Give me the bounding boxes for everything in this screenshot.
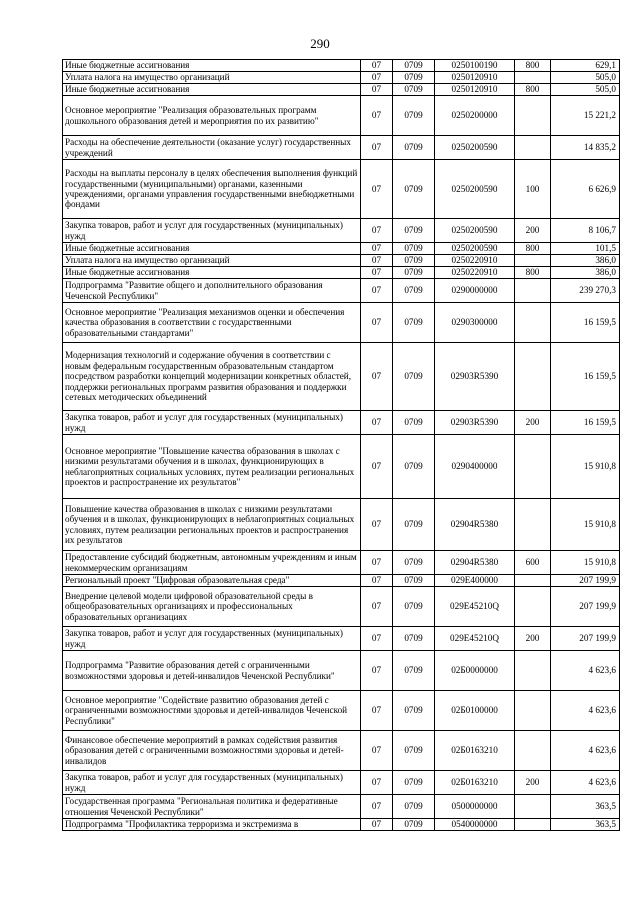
row-expense-type — [515, 343, 551, 411]
row-subsection: 0709 — [393, 795, 435, 819]
row-amount: 4 623,6 — [551, 731, 620, 771]
table-row — [63, 279, 620, 303]
row-name: Закупка товаров, работ и услуг для государственных (муниципальных) нужд — [63, 219, 361, 243]
row-expense-type — [515, 587, 551, 627]
table-row — [63, 343, 620, 411]
table-row — [63, 411, 620, 435]
row-amount: 239 270,3 — [551, 279, 620, 303]
row-name: Закупка товаров, работ и услуг для государственных (муниципальных) нужд — [63, 627, 361, 651]
table-row — [63, 84, 620, 96]
row-subsection: 0709 — [393, 587, 435, 627]
row-name: Иные бюджетные ассигнования — [63, 60, 361, 72]
row-expense-type — [515, 303, 551, 343]
row-section: 07 — [361, 160, 393, 219]
row-amount: 14 835,2 — [551, 136, 620, 160]
row-amount: 207 199,9 — [551, 575, 620, 587]
row-amount: 386,0 — [551, 255, 620, 267]
row-expense-type: 200 — [515, 771, 551, 795]
row-subsection: 0709 — [393, 255, 435, 267]
row-name: Иные бюджетные ассигнования — [63, 84, 361, 96]
row-amount: 15 910,8 — [551, 551, 620, 575]
table-row — [63, 627, 620, 651]
table-row — [63, 651, 620, 691]
row-subsection: 0709 — [393, 499, 435, 551]
table-row — [63, 771, 620, 795]
row-expense-type — [515, 651, 551, 691]
page-number: 290 — [310, 36, 330, 51]
row-expense-type — [515, 795, 551, 819]
row-target-article: 02904R5380 — [435, 551, 515, 575]
row-amount: 629,1 — [551, 60, 620, 72]
row-name: Иные бюджетные ассигнования — [63, 243, 361, 255]
row-amount: 16 159,5 — [551, 411, 620, 435]
row-target-article: 02904R5380 — [435, 499, 515, 551]
row-target-article: 0250120910 — [435, 84, 515, 96]
table-row — [63, 691, 620, 731]
row-name: Расходы на выплаты персоналу в целях обеспечения выполнения функций государственными (муниципальными) органами, казенными учреждениями, органами управления государственными внебюджетными фондами — [63, 160, 361, 219]
table-row — [63, 499, 620, 551]
row-target-article: 029E45210Q — [435, 587, 515, 627]
row-name: Расходы на обеспечение деятельности (оказание услуг) государственных учреждений — [63, 136, 361, 160]
row-name: Подпрограмма "Развитие образования детей с ограниченными возможностями здоровья и детей-инвалидов Чеченской Республики" — [63, 651, 361, 691]
table-row — [63, 96, 620, 136]
row-name: Подпрограмма "Профилактика терроризма и экстремизма в — [63, 819, 361, 831]
row-target-article: 0250220910 — [435, 255, 515, 267]
row-amount: 363,5 — [551, 795, 620, 819]
table-row — [63, 72, 620, 84]
row-amount: 16 159,5 — [551, 303, 620, 343]
row-name: Предоставление субсидий бюджетным, автономным учреждениям и иным некоммерческим организациям — [63, 551, 361, 575]
row-section: 07 — [361, 771, 393, 795]
row-amount: 15 910,8 — [551, 435, 620, 499]
row-name: Подпрограмма "Развитие общего и дополнительного образования Чеченской Республики" — [63, 279, 361, 303]
row-subsection: 0709 — [393, 72, 435, 84]
row-section: 07 — [361, 267, 393, 279]
row-amount: 101,5 — [551, 243, 620, 255]
row-target-article: 0250200590 — [435, 136, 515, 160]
row-name: Закупка товаров, работ и услуг для государственных (муниципальных) нужд — [63, 771, 361, 795]
row-section: 07 — [361, 499, 393, 551]
row-target-article: 02Б0000000 — [435, 651, 515, 691]
row-expense-type — [515, 72, 551, 84]
row-target-article: 029E400000 — [435, 575, 515, 587]
table-row — [63, 60, 620, 72]
row-target-article: 0290000000 — [435, 279, 515, 303]
row-subsection: 0709 — [393, 136, 435, 160]
row-subsection: 0709 — [393, 819, 435, 831]
row-name: Уплата налога на имущество организаций — [63, 255, 361, 267]
row-name: Иные бюджетные ассигнования — [63, 267, 361, 279]
row-section: 07 — [361, 279, 393, 303]
row-name: Основное мероприятие "Содействие развитию образования детей с ограниченными возможностями здоровья и детей-инвалидов Чеченской Республики" — [63, 691, 361, 731]
row-expense-type: 800 — [515, 84, 551, 96]
row-subsection: 0709 — [393, 96, 435, 136]
row-name: Закупка товаров, работ и услуг для государственных (муниципальных) нужд — [63, 411, 361, 435]
row-expense-type — [515, 731, 551, 771]
row-amount: 8 106,7 — [551, 219, 620, 243]
row-expense-type — [515, 499, 551, 551]
row-target-article: 0250100190 — [435, 60, 515, 72]
row-expense-type: 800 — [515, 243, 551, 255]
row-target-article: 029E45210Q — [435, 627, 515, 651]
row-target-article: 0250220910 — [435, 267, 515, 279]
table-row — [63, 136, 620, 160]
row-subsection: 0709 — [393, 627, 435, 651]
row-amount: 15 221,2 — [551, 96, 620, 136]
row-subsection: 0709 — [393, 84, 435, 96]
row-target-article: 0250200590 — [435, 160, 515, 219]
row-section: 07 — [361, 691, 393, 731]
row-name: Финансовое обеспечение мероприятий в рамках содействия развития образования детей с ограниченными возможностями здоровья и детей-инвалидов — [63, 731, 361, 771]
row-amount: 363,5 — [551, 819, 620, 831]
row-subsection: 0709 — [393, 731, 435, 771]
row-expense-type — [515, 691, 551, 731]
row-amount: 207 199,9 — [551, 627, 620, 651]
row-section: 07 — [361, 60, 393, 72]
table-row — [63, 219, 620, 243]
row-subsection: 0709 — [393, 279, 435, 303]
row-expense-type: 200 — [515, 411, 551, 435]
row-expense-type — [515, 96, 551, 136]
row-section: 07 — [361, 551, 393, 575]
row-section: 07 — [361, 731, 393, 771]
row-expense-type: 800 — [515, 60, 551, 72]
table-row — [63, 587, 620, 627]
table-row — [63, 731, 620, 771]
row-subsection: 0709 — [393, 303, 435, 343]
row-section: 07 — [361, 587, 393, 627]
row-expense-type: 200 — [515, 627, 551, 651]
row-name: Внедрение целевой модели цифровой образовательной среды в общеобразовательных организациях и профессиональных образовательных организациях — [63, 587, 361, 627]
row-expense-type: 200 — [515, 219, 551, 243]
row-expense-type — [515, 136, 551, 160]
row-target-article: 0290400000 — [435, 435, 515, 499]
row-name: Повышение качества образования в школах с низкими результатами обучения и в школах, функционирующих в неблагоприятных социальных условиях, путем реализации региональных проектов и распространения их результатов — [63, 499, 361, 551]
row-expense-type — [515, 255, 551, 267]
row-target-article: 0250200590 — [435, 243, 515, 255]
row-target-article: 02903R5390 — [435, 343, 515, 411]
row-section: 07 — [361, 303, 393, 343]
row-name: Основное мероприятие "Повышение качества образования в школах с низкими результатами обучения и в школах, функционирующих в неблагоприятных социальных условиях, путем реализации региональных проектов и распространение их результатов" — [63, 435, 361, 499]
row-subsection: 0709 — [393, 219, 435, 243]
row-subsection: 0709 — [393, 575, 435, 587]
row-section: 07 — [361, 343, 393, 411]
row-amount: 505,0 — [551, 84, 620, 96]
row-target-article: 02Б0163210 — [435, 731, 515, 771]
row-subsection: 0709 — [393, 243, 435, 255]
row-subsection: 0709 — [393, 160, 435, 219]
row-section: 07 — [361, 96, 393, 136]
row-target-article: 02Б0100000 — [435, 691, 515, 731]
row-subsection: 0709 — [393, 771, 435, 795]
row-subsection: 0709 — [393, 267, 435, 279]
row-section: 07 — [361, 575, 393, 587]
row-amount: 4 623,6 — [551, 691, 620, 731]
row-section: 07 — [361, 819, 393, 831]
row-subsection: 0709 — [393, 411, 435, 435]
row-subsection: 0709 — [393, 651, 435, 691]
row-section: 07 — [361, 795, 393, 819]
row-name: Основное мероприятие "Реализация механизмов оценки и обеспечения качества образования в соответствии с государственными образовательными стандартами" — [63, 303, 361, 343]
row-name: Уплата налога на имущество организаций — [63, 72, 361, 84]
row-expense-type — [515, 819, 551, 831]
row-section: 07 — [361, 651, 393, 691]
row-expense-type — [515, 575, 551, 587]
row-name: Государственная программа "Региональная политика и федеративные отношения Чеченской Республики" — [63, 795, 361, 819]
row-target-article: 0250200590 — [435, 219, 515, 243]
row-subsection: 0709 — [393, 435, 435, 499]
table-row — [63, 575, 620, 587]
table-row — [63, 795, 620, 819]
row-amount: 15 910,8 — [551, 499, 620, 551]
table-row — [63, 303, 620, 343]
row-amount: 6 626,9 — [551, 160, 620, 219]
row-amount: 505,0 — [551, 72, 620, 84]
row-expense-type: 800 — [515, 267, 551, 279]
row-section: 07 — [361, 72, 393, 84]
row-amount: 4 623,6 — [551, 771, 620, 795]
row-target-article: 0500000000 — [435, 795, 515, 819]
table-row — [63, 243, 620, 255]
row-name: Модернизация технологий и содержание обучения в соответствии с новым федеральным государственным образовательным стандартом посредством разработки концепций модернизации конкретных областей, поддержки региональных программ развития образования и поддержки сетевых методических объединений — [63, 343, 361, 411]
row-subsection: 0709 — [393, 551, 435, 575]
table-row — [63, 267, 620, 279]
row-subsection: 0709 — [393, 343, 435, 411]
row-target-article: 0250120910 — [435, 72, 515, 84]
row-target-article: 0540000000 — [435, 819, 515, 831]
row-subsection: 0709 — [393, 691, 435, 731]
row-amount: 4 623,6 — [551, 651, 620, 691]
row-expense-type: 100 — [515, 160, 551, 219]
row-subsection: 0709 — [393, 60, 435, 72]
row-section: 07 — [361, 219, 393, 243]
row-section: 07 — [361, 627, 393, 651]
table-row — [63, 435, 620, 499]
row-section: 07 — [361, 255, 393, 267]
table-row — [63, 819, 620, 831]
row-expense-type — [515, 435, 551, 499]
row-section: 07 — [361, 243, 393, 255]
row-amount: 16 159,5 — [551, 343, 620, 411]
row-target-article: 0290300000 — [435, 303, 515, 343]
table-row — [63, 551, 620, 575]
row-section: 07 — [361, 411, 393, 435]
row-amount: 207 199,9 — [551, 587, 620, 627]
row-section: 07 — [361, 84, 393, 96]
row-section: 07 — [361, 136, 393, 160]
row-name: Основное мероприятие "Реализация образовательных программ дошкольного образования детей и мероприятия по их развитию" — [63, 96, 361, 136]
row-target-article: 02903R5390 — [435, 411, 515, 435]
row-target-article: 0250200000 — [435, 96, 515, 136]
budget-table — [62, 59, 620, 831]
row-target-article: 02Б0163210 — [435, 771, 515, 795]
table-row — [63, 160, 620, 219]
table-row — [63, 255, 620, 267]
row-name: Региональный проект "Цифровая образовательная среда" — [63, 575, 361, 587]
row-expense-type: 600 — [515, 551, 551, 575]
row-section: 07 — [361, 435, 393, 499]
row-expense-type — [515, 279, 551, 303]
row-amount: 386,0 — [551, 267, 620, 279]
budget-table-body — [63, 60, 620, 831]
